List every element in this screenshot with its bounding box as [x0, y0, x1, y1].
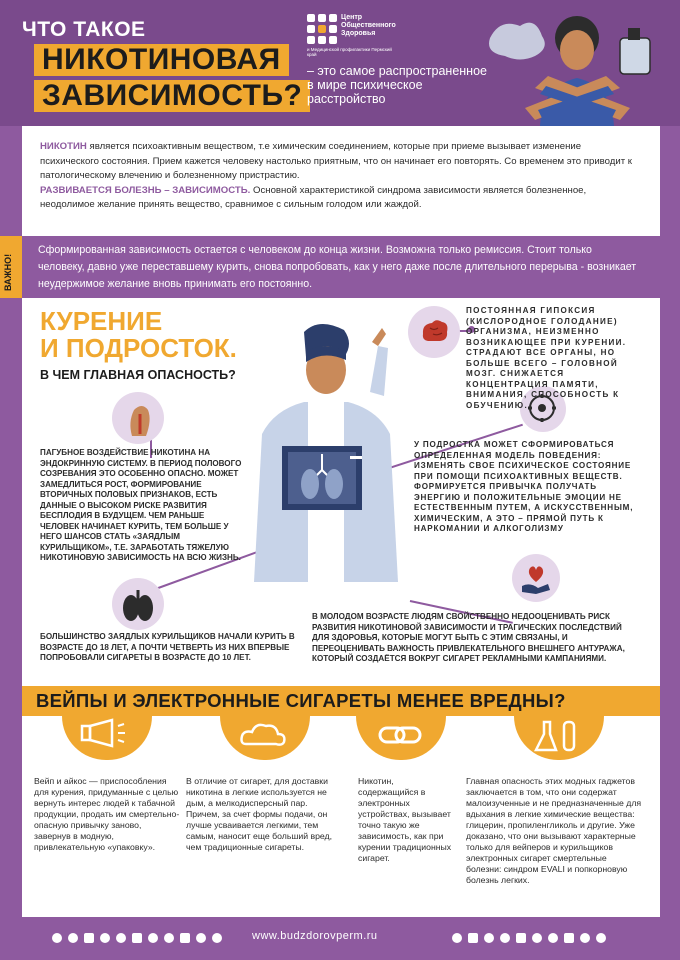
title-line-2: НИКОТИНОВАЯ: [34, 44, 289, 76]
vapes-col-3: Никотин, содержащийся в электронных устройствах, вызывает точно такую же зависимость, как при курении традиционных сигарет.: [358, 776, 452, 863]
warning-tab-label: ВАЖНО!: [3, 253, 13, 291]
lungs-icon: [112, 578, 164, 630]
smoking-question: В ЧЕМ ГЛАВНАЯ ОПАСНОСТЬ?: [40, 368, 236, 382]
throat-icon: [112, 392, 164, 444]
nicotine-term: НИКОТИН: [40, 141, 87, 152]
megaphone-icon: [62, 716, 152, 760]
nicotine-text: является психоактивным веществом, т.е химическим соединением, которые при приеме вызывает изменение психического состояния. Прием кажется человеку настолько приятным, что он начинает его повторять. Со временем это приводит к патологическому влечению и болезненному пристрастию.: [40, 141, 633, 181]
warning-text: Сформированная зависимость остается с человеком до конца жизни. Возможна только ремиссия. Стоит только человеку, давно уже переставшему курить, снова попробовать, как у него даже после длительного перерыва - возникает неудержимое желание вновь принимать его постоянно.: [38, 244, 637, 290]
heart-hand-icon: [512, 554, 560, 602]
vapes-title: ВЕЙПЫ И ЭЛЕКТРОННЫЕ СИГАРЕТЫ МЕНЕЕ ВРЕДНЫ?: [36, 690, 566, 711]
vapes-col-4: Главная опасность этих модных гаджетов заключается в том, что они содержат малоизученные и не предназначенные для вдыхания в легкие химические вещества: глицерин, пропиленгликоль и другие. Уже доказано, что они вызывают характерные только для вейперов и курильщиков электронных сигарет смертельные болезни: синдром EVALI и попкорновую болезнь легких.: [466, 776, 642, 885]
logo-icon: [307, 14, 337, 44]
behavior-text: У ПОДРОСТКА МОЖЕТ СФОРМИРОВАТЬСЯ ОПРЕДЕЛЕННАЯ МОДЕЛЬ ПОВЕДЕНИЯ: ИЗМЕНЯТЬ СВОЕ ПСИХИЧЕСКОЕ СОСТОЯНИЕ ПРИ ПОМОЩИ ПСИХОАКТИВНЫХ ВЕЩЕСТВ. ФОРМИРУЕТСЯ ПРИВЫЧКА ПОЛУЧАТЬ ЭНЕРГИЮ И ПОЛОЖИТЕЛЬНЫЕ ЭМОЦИИ НЕ ЕСТЕСТВЕННЫМ ПУТЕМ, А ИСКУССТВЕННЫМ, ХИМИЧЕСКИМ, А ЭТО – ПРЯМОЙ ПУТЬ К НАРКОМАНИИ И АЛКОГОЛИЗМУ: [414, 440, 634, 533]
footer-decor-right: [452, 933, 632, 943]
title-line-1: ЧТО ТАКОЕ: [22, 18, 146, 41]
header-subtitle: – это самое распространенное в мире психическое расстройство: [307, 64, 487, 106]
chain-link-icon: [356, 716, 446, 760]
stats-text: БОЛЬШИНСТВО ЗАЯДЛЫХ КУРИЛЬЩИКОВ НАЧАЛИ КУРИТЬ В ВОЗРАСТЕ ДО 18 ЛЕТ, А ПОЧТИ ЧЕТВЕРТЬ ИЗ НИХ ВПЕРВЫЕ ПОПРОБОВАЛИ СИГАРЕТЫ В ВОЗРАСТЕ ДО 10 ЛЕТ.: [40, 632, 295, 662]
teen-xray-illustration: [244, 322, 404, 582]
disease-text: Основной характеристикой синдрома зависимости является болезненное, неодолимое желание принять вещество, сравнимое с сильным голодом или жаждой.: [40, 184, 587, 210]
footer-decor-left: [52, 933, 232, 943]
smoking-title-line-1: КУРЕНИЕ: [40, 306, 163, 336]
teen-refusing-illustration: [480, 8, 670, 126]
cloud-icon: [220, 716, 310, 760]
smoking-title-line-2: И ПОДРОСТОК.: [40, 333, 237, 363]
title-line-3: ЗАВИСИМОСТЬ?: [34, 80, 310, 112]
vapes-col-2: В отличие от сигарет, для доставки никотина в легкие используется не дым, а мелкодисперсный пар. Причем, за счет формы подачи, он лучше усваивается легкими, тем самым, наносит еще больший вред, чем традиционные сигареты.: [186, 776, 333, 852]
youth-text: В МОЛОДОМ ВОЗРАСТЕ ЛЮДЯМ СВОЙСТВЕННО НЕДООЦЕНИВАТЬ РИСК РАЗВИТИЯ НИКОТИНОВОЙ ЗАВИСИМОСТИ И ТРАГИЧЕСКИХ ПОСЛЕДСТВИЙ ДЛЯ ЗДОРОВЬЯ, КОТОРЫЕ МОГУТ БЫТЬ С ЭТИМ СВЯЗАНЫ, И ПЕРЕОЦЕНИВАТЬ ВАЖНОСТЬ ПРИВЛЕКАТЕЛЬНОГО ВНЕШНЕГО АНТУРАЖА, КОТОРЫЙ СОЗДАЁТСЯ ВОКРУГ СИГАРЕТ РЕКЛАМНЫМИ КАМПАНИЯМИ.: [312, 612, 625, 663]
disease-term: РАЗВИВАЕТСЯ БОЛЕЗНЬ – ЗАВИСИМОСТЬ.: [40, 184, 251, 196]
endocrine-text: ПАГУБНОЕ ВОЗДЕЙСТВИЕ НИКОТИНА НА ЭНДОКРИННУЮ СИСТЕМУ. В ПЕРИОД ПОЛОВОГО СОЗРЕВАНИЯ ЭТО ОСОБЕННО ОПАСНО. МОЖЕТ ЗАМЕДЛИТЬСЯ РОСТ, ФОРМИРОВАНИЕ ВТОРИЧНЫХ ПОЛОВЫХ ПРИЗНАКОВ, ЕСТЬ ДАННЫЕ О ВЫСОКОМ РИСКЕ РАЗВИТИЯ БЕСПЛОДИЯ В БУДУЩЕМ. ЧЕМ РАНЬШЕ ЧЕЛОВЕК НАЧИНАЕТ КУРИТЬ, ТЕМ БОЛЬШЕ У НЕГО ШАНСОВ СТАТЬ «ЗАЯДЛЫМ КУРИЛЬЩИКОМ», Т.Е. ЗАРАБОТАТЬ ТЯЖЕЛУЮ НИКОТИНОВУЮ ЗАВИСИМОСТЬ НА ВСЮ ЖИЗНЬ.: [40, 448, 242, 562]
logo-text: Центр Общественного Здоровья: [341, 14, 396, 37]
footer-url[interactable]: www.budzdorovperm.ru: [252, 930, 378, 942]
hypoxia-text: ПОСТОЯННАЯ ГИПОКСИЯ (КИСЛОРОДНОЕ ГОЛОДАНИЕ) ОРГАНИЗМА, НЕИЗМЕННО ВОЗНИКАЮЩЕЕ ПРИ КУРЕНИИ. СТРАДАЮТ ВСЕ ОРГАНЫ, НО БОЛЬШЕ ВСЕГО – ГОЛОВНОЙ МОЗГ. СНИЖАЕТСЯ КОНЦЕНТРАЦИЯ ПАМЯТИ, ВНИМАНИЯ, СПОСОБНОСТЬ К ОБУЧЕНИЮ.: [466, 306, 627, 410]
flasks-icon: [514, 716, 604, 760]
brain-icon: [408, 306, 460, 358]
warning-tab: [0, 236, 22, 298]
intro-text: [40, 140, 638, 213]
vapes-col-1: Вейп и айкос — приспособления для курения, придуманные с целью вернуть интерес людей к табачной продукции, продать им смертельно-опасную привычку заново, завернув в модную, привлекательную «упаковку».: [34, 776, 180, 852]
logo-subtext: и Медицинской профилактики Пермский край: [307, 47, 392, 57]
